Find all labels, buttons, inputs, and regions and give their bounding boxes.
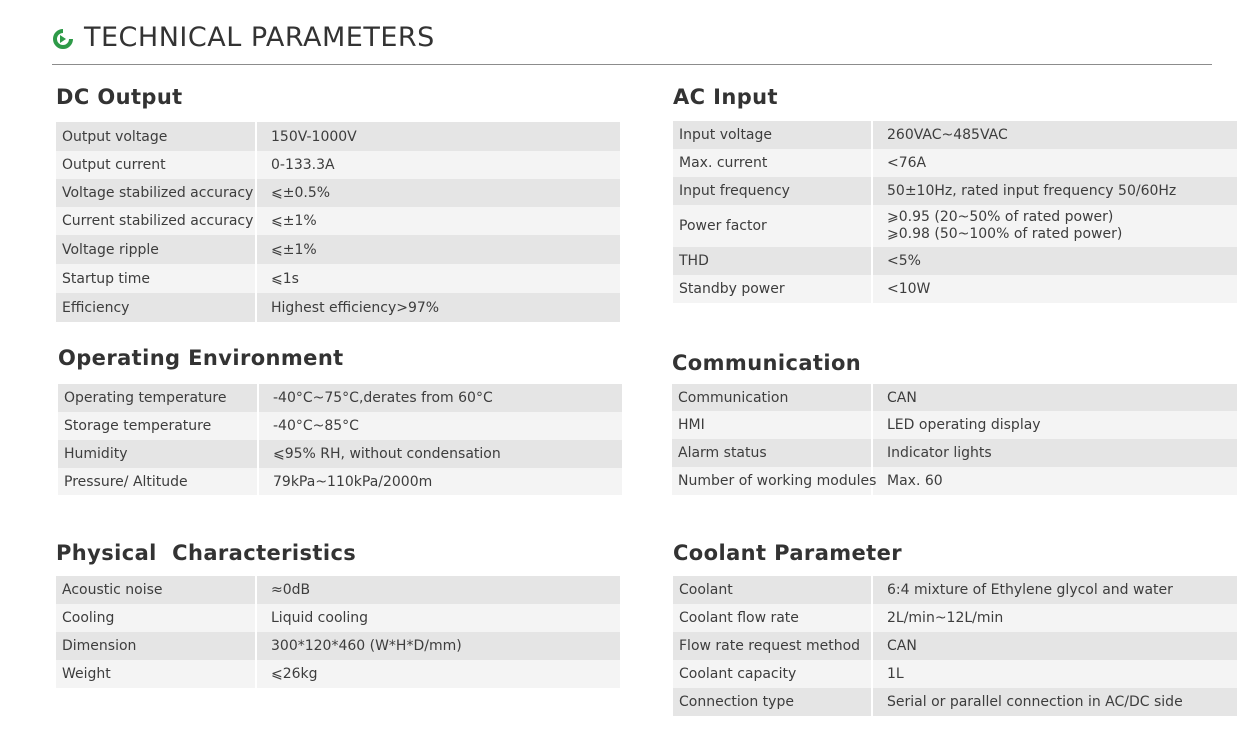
param-name: Humidity [58,440,258,468]
section-operating-environment [58,346,501,490]
param-value: CAN [872,632,1237,660]
param-value-line: ⩾0.98 (50~100% of rated power) [887,226,1123,242]
param-name: Voltage ripple [56,235,256,264]
param-value: 79kPa~110kPa/2000m [258,468,622,495]
param-name: Output current [56,151,256,179]
param-name: Operating temperature [58,384,258,412]
param-name: Dimension [56,632,256,660]
param-name: Storage temperature [58,412,258,440]
table-row [672,411,1237,439]
table-row [56,207,620,235]
param-name: Flow rate request method [673,632,872,660]
param-value: Liquid cooling [256,604,620,632]
param-value: LED operating display [872,411,1237,439]
table-row [672,467,1237,495]
param-value: ⩽±1% [256,235,620,264]
param-name: HMI [672,411,872,439]
param-name: Coolant capacity [673,660,872,688]
param-name: Coolant [673,576,872,604]
param-name: Alarm status [672,439,872,467]
section-coolant-parameter [673,541,1183,710]
section-title: Physical Characteristics [56,541,357,565]
param-name: Coolant flow rate [673,604,872,632]
table-row [58,412,622,440]
table-row [56,632,620,660]
param-value: Serial or parallel connection in AC/DC side [872,688,1237,716]
section-communication [672,351,1041,489]
table-row [673,177,1237,205]
table-row [56,293,620,322]
param-value: ⩽±0.5% [256,179,620,207]
parameter-table [672,384,1237,495]
param-value: -40°C~85°C [258,412,622,440]
param-value-line: ⩾0.95 (20~50% of rated power) [887,209,1114,225]
param-value [872,205,1237,247]
section-title: Coolant Parameter [673,541,903,565]
param-value: 1L [872,660,1237,688]
table-row [58,384,622,412]
table-row [56,604,620,632]
param-value: <10W [872,275,1237,303]
table-row [673,604,1237,632]
parameter-table [56,122,620,322]
param-name: Acoustic noise [56,576,256,604]
section-title: Communication [672,351,862,375]
section-title: Operating Environment [58,346,344,370]
table-row [56,235,620,264]
param-value: 300*120*460 (W*H*D/mm) [256,632,620,660]
param-name: Max. current [673,149,872,177]
table-row [56,179,620,207]
param-value: Max. 60 [872,467,1237,495]
table-row [56,576,620,604]
param-value: 150V-1000V [256,122,620,151]
param-value: Highest efficiency>97% [256,293,620,322]
table-row [673,205,1237,247]
param-name: Input voltage [673,121,872,149]
param-name: Pressure/ Altitude [58,468,258,495]
param-name: Voltage stabilized accuracy [56,179,256,207]
table-row [58,440,622,468]
table-row [673,576,1237,604]
table-row [56,122,620,151]
table-row [673,632,1237,660]
param-value: ⩽26kg [256,660,620,688]
parameter-table [673,121,1237,303]
parameter-table [58,384,622,495]
param-name: Number of working modules [672,467,872,495]
param-name: Weight [56,660,256,688]
parameter-table [673,576,1237,716]
table-row [673,688,1237,716]
param-name: Current stabilized accuracy [56,207,256,235]
table-row [673,247,1237,275]
table-row [673,121,1237,149]
table-row [56,264,620,293]
param-name: THD [673,247,872,275]
param-value: <5% [872,247,1237,275]
param-value: 50±10Hz, rated input frequency 50/60Hz [872,177,1237,205]
param-value: Indicator lights [872,439,1237,467]
param-value: 6:4 mixture of Ethylene glycol and water [872,576,1237,604]
param-name: Output voltage [56,122,256,151]
section-ac-input [673,85,1177,297]
table-row [56,660,620,688]
table-row [673,660,1237,688]
section-title: DC Output [56,85,183,109]
param-value: 2L/min~12L/min [872,604,1237,632]
section-physical-characteristics [56,541,462,682]
param-value: CAN [872,384,1237,411]
table-row [673,275,1237,303]
table-row [672,439,1237,467]
page-header [52,20,1212,65]
table-row [672,384,1237,411]
param-value: ⩽1s [256,264,620,293]
green-circular-arrow-icon [52,28,74,50]
table-row [56,151,620,179]
param-value: -40°C~75°C,derates from 60°C [258,384,622,412]
param-name: Cooling [56,604,256,632]
param-name: Power factor [673,205,872,247]
section-title: AC Input [673,85,778,109]
param-name: Startup time [56,264,256,293]
param-name: Input frequency [673,177,872,205]
param-name: Communication [672,384,872,411]
page-title: TECHNICAL PARAMETERS [84,22,435,53]
param-name: Connection type [673,688,872,716]
section-dc-output [56,85,440,316]
param-value: ⩽±1% [256,207,620,235]
param-name: Efficiency [56,293,256,322]
param-value: 260VAC~485VAC [872,121,1237,149]
param-value: <76A [872,149,1237,177]
param-value: ≈0dB [256,576,620,604]
table-row [673,149,1237,177]
parameter-table [56,576,620,688]
param-name: Standby power [673,275,872,303]
param-value: 0-133.3A [256,151,620,179]
table-row [58,468,622,495]
param-value: ⩽95% RH, without condensation [258,440,622,468]
